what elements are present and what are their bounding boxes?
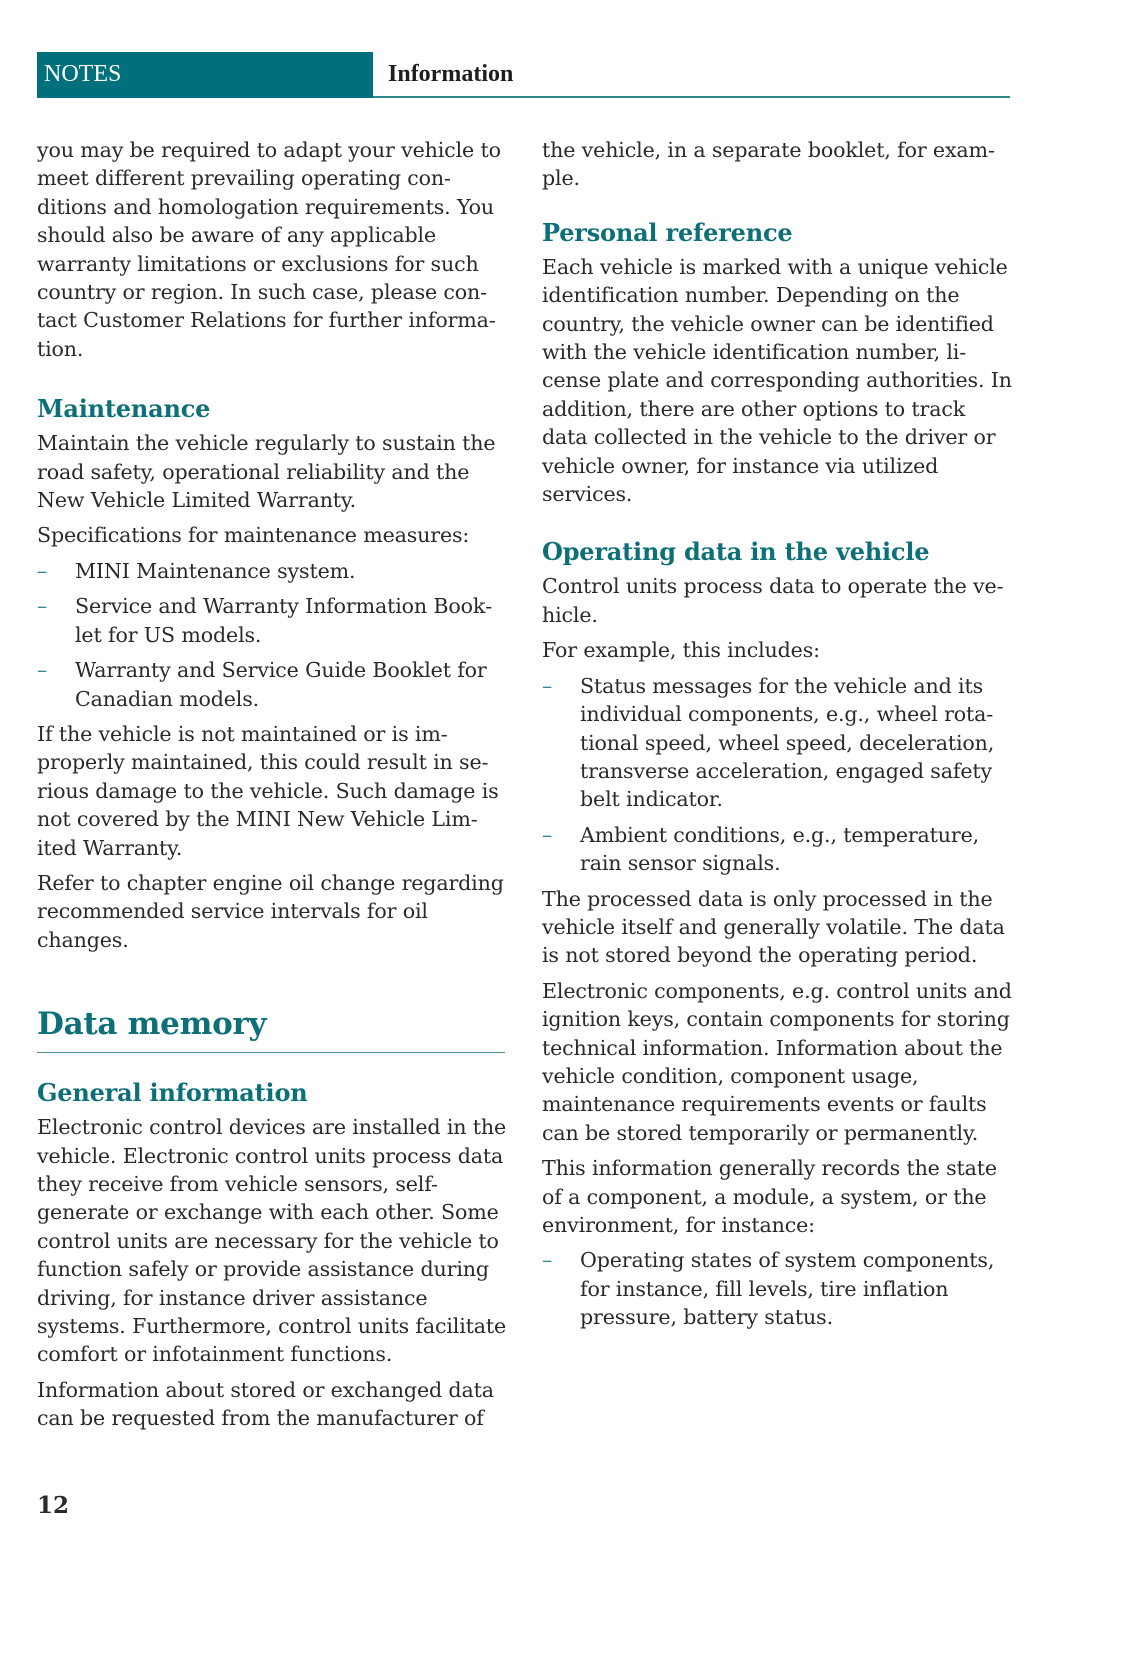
chapter-title: Information (388, 61, 514, 87)
dash-bullet-icon: – (37, 658, 48, 683)
list-item: – MINI Maintenance system. (37, 557, 507, 585)
operating-data-list (542, 672, 1012, 878)
electronic-components-paragraph: Electronic components, e.g. control units and ignition keys, contain components for storing technical information. Information about the vehicle condition, component usage, maintenance requirements events or faults can be stored temporarily or permanently. (542, 978, 1012, 1145)
section-divider (37, 1052, 505, 1053)
dash-bullet-icon: – (542, 822, 553, 847)
dash-bullet-icon: – (37, 558, 48, 583)
records-state-paragraph: This information generally records the state of a component, a module, a system, or the environment, for instance: (542, 1156, 997, 1237)
dash-bullet-icon: – (542, 1248, 553, 1273)
list-item: – Ambient conditions, e.g., temperature, rain sensor signals. (542, 822, 980, 876)
general-information-paragraph-2: Information about stored or exchanged data can be requested from the manufacturer of (37, 1377, 494, 1431)
general-information-paragraph: Electronic control devices are installed in the vehicle. Electronic control units process data they receive from vehicle sensors, self-generate or exchange with each other. Some control units are necessary for the vehicle to function safely or provide assistance during driving, for instance driver assistance systems. Furthermore, control units facilitate comfort or infotainment functions. (37, 1115, 507, 1367)
personal-reference-heading: Personal reference (542, 217, 793, 247)
processed-data-paragraph: The processed data is only processed in the vehicle itself and generally volatile. The data is not stored beyond the operating period. (542, 886, 1005, 968)
continuation-paragraph: the vehicle, in a separate booklet, for example. (542, 138, 995, 191)
general-information-heading: General information (37, 1078, 308, 1108)
left-column (37, 136, 507, 1440)
operating-data-heading: Operating data in the vehicle (542, 537, 930, 567)
list-item: – Service and Warranty Information Booklet for US models. (37, 594, 493, 647)
maintenance-heading: Maintenance (37, 394, 211, 424)
oil-change-reference: Refer to chapter engine oil change regarding recommended service intervals for oil changes. (37, 870, 504, 952)
operating-data-paragraph: Control units process data to operate the vehicle. (542, 574, 1004, 627)
maintenance-list (37, 557, 507, 713)
dash-bullet-icon: – (37, 594, 48, 619)
intro-paragraph: you may be required to adapt your vehicle to meet different prevailing operating conditions and homologation requirements. You should also be aware of any applicable warranty limitations or exclusions for such country or region. In such case, please contact Customer Relations for further information. (37, 138, 501, 361)
maintenance-specs-intro: Specifications for maintenance measures: (37, 523, 470, 548)
data-memory-heading: Data memory (37, 1006, 267, 1043)
system-states-list (542, 1246, 1012, 1331)
operating-data-examples-intro: For example, this includes: (542, 638, 820, 663)
right-column (542, 136, 1012, 1339)
list-item: – Operating states of system components, for instance, fill levels, tire inflation pressure, battery status. (542, 1248, 995, 1330)
page-header (37, 52, 1010, 98)
list-item: – Warranty and Service Guide Booklet for Canadian models. (37, 658, 487, 711)
page-number: 12 (37, 1492, 70, 1519)
personal-reference-paragraph: Each vehicle is marked with a unique vehicle identification number. Depending on the country, the vehicle owner can be identified with the vehicle identification number, license plate and corresponding authorities. In addition, there are other options to track data collected in the vehicle to the driver or vehicle owner, for instance via utilized services. (542, 254, 1012, 507)
list-item: – Status messages for the vehicle and its individual components, e.g., wheel rotational speed, wheel speed, deceleration, transverse acceleration, engaged safety belt indicator. (542, 673, 995, 812)
dash-bullet-icon: – (542, 673, 553, 698)
maintenance-warning-paragraph: If the vehicle is not maintained or is improperly maintained, this could result in serious damage to the vehicle. Such damage is not covered by the MINI New Vehicle Limited Warranty. (37, 721, 499, 860)
maintenance-paragraph: Maintain the vehicle regularly to sustain the road safety, operational reliability and the New Vehicle Limited Warranty. (37, 431, 496, 513)
section-label: NOTES (37, 52, 373, 98)
